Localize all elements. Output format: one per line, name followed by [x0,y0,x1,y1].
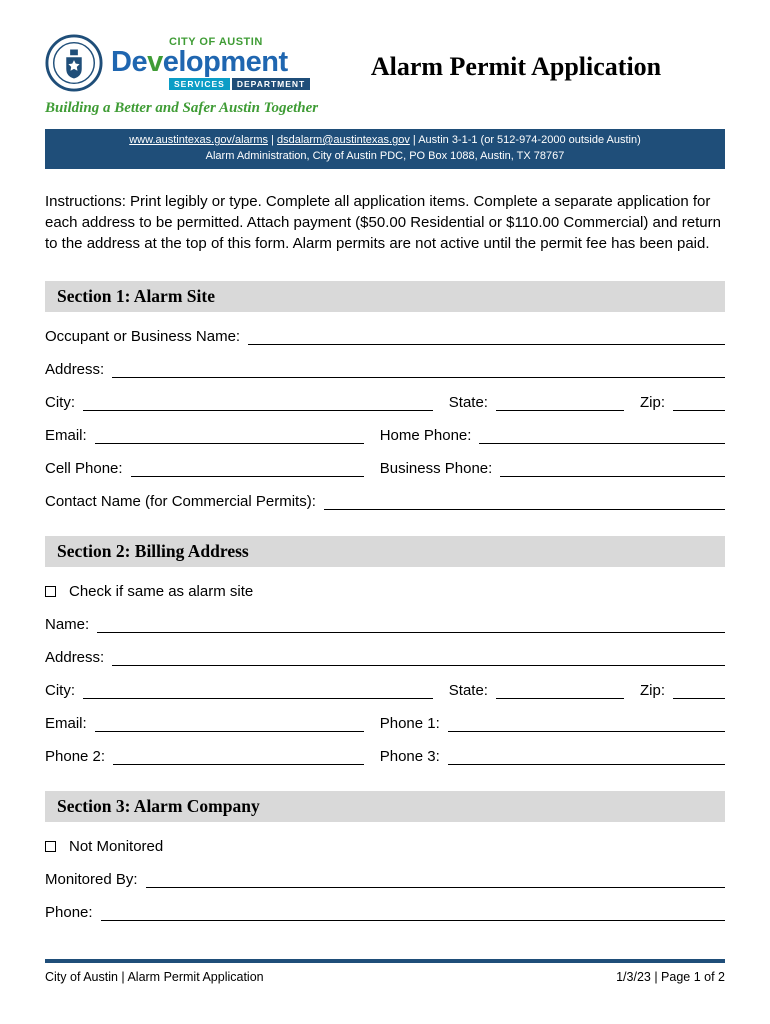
s3-phone-input[interactable] [101,917,725,921]
tagline: Building a Better and Safer Austin Together [45,100,319,116]
header [45,34,725,117]
s2-state-input[interactable] [496,695,624,699]
banner-line-2: Alarm Administration, City of Austin PDC, PO Box 1088, Austin, TX 78767 [205,149,565,162]
form-row-half [380,748,725,765]
form-row [45,391,725,411]
s2-address-label: Address: [45,648,105,666]
dev-text-1: De [111,46,148,78]
form-row-half [45,715,364,732]
s1-contact-name-label: Contact Name (for Commercial Permits): [45,492,316,510]
same-as-alarm-site-row [45,583,725,600]
form-row [45,424,725,444]
alarms-url-link[interactable]: www.austintexas.gov/alarms [129,134,268,146]
s1-cell-phone-input[interactable] [131,473,364,477]
form-row [45,490,725,510]
page-title: Alarm Permit Application [370,52,662,81]
s1-address-label: Address: [45,360,105,378]
s1-email-label: Email: [45,426,87,444]
s2-zip-label: Zip: [639,681,665,699]
s2-state-label: State: [448,681,488,699]
section-2-fields [45,583,725,765]
banner-line-1 [51,133,719,149]
form-row [45,712,725,732]
city-seal-icon [45,34,103,92]
form-row [45,646,725,666]
same-as-alarm-site-checkbox[interactable] [45,586,56,597]
section-3-header: Section 3: Alarm Company [45,791,725,822]
city-of-austin-logo [45,34,337,117]
form-row [45,745,725,765]
section-1-fields [45,325,725,510]
s2-email-label: Email: [45,714,87,732]
s1-business-phone-label: Business Phone: [379,459,493,477]
dev-text-2: elopment [162,46,288,78]
contact-banner [45,129,725,169]
form-row [45,358,725,378]
section-1-header: Section 1: Alarm Site [45,281,725,312]
services-label: SERVICES [169,78,230,90]
s1-zip-label: Zip: [639,393,665,411]
occupant-name-input[interactable] [248,341,725,345]
s2-address-input[interactable] [112,662,725,666]
banner-separator: | [268,134,277,146]
s1-business-phone-input[interactable] [500,473,725,477]
occupant-name-label: Occupant or Business Name: [45,327,241,345]
footer-left-text: City of Austin | Alarm Permit Application [45,970,264,984]
alarm-email-link[interactable]: dsdalarm@austintexas.gov [276,134,410,146]
s2-zip-input[interactable] [673,695,725,699]
department-label: DEPARTMENT [232,78,310,90]
s2-city-input[interactable] [83,695,433,699]
form-row [45,325,725,345]
s2-city-label: City: [45,681,75,699]
form-row-half [45,427,364,444]
s1-home-phone-label: Home Phone: [379,426,472,444]
form-row-half [45,748,364,765]
dev-text-v: v [147,46,163,78]
s1-contact-name-input[interactable] [324,506,725,510]
s2-phone2-label: Phone 2: [45,747,106,765]
s1-city-input[interactable] [83,407,433,411]
s1-city-label: City: [45,393,75,411]
department-row [169,78,310,90]
s2-phone2-input[interactable] [113,761,364,765]
s2-phone1-label: Phone 1: [379,714,440,732]
s2-email-input[interactable] [95,728,364,732]
s2-phone3-label: Phone 3: [379,747,440,765]
city-of-austin-label: CITY OF AUSTIN [169,36,263,48]
form-row-half [380,460,725,477]
s2-name-label: Name: [45,615,90,633]
instructions-paragraph: Instructions: Print legibly or type. Complete all application items. Complete a separate application for each address to be permitted. Attach payment ($50.00 Residential or $110.00 Commercial) and return to the address at the top of this form. Alarm permits are not active until the permit fee has been paid. [45,192,721,253]
s2-phone1-input[interactable] [448,728,725,732]
development-wordmark [111,48,310,77]
not-monitored-row [45,838,725,855]
form-row [45,679,725,699]
s3-phone-label: Phone: [45,903,93,921]
s1-email-input[interactable] [95,440,364,444]
section-2-header: Section 2: Billing Address [45,536,725,567]
footer [45,959,725,984]
logo-wordmark [111,34,310,90]
form-row-half [380,715,725,732]
s1-cell-phone-label: Cell Phone: [45,459,123,477]
logo-row [45,34,337,92]
s1-home-phone-input[interactable] [479,440,725,444]
section-3-fields [45,838,725,921]
s1-state-label: State: [448,393,488,411]
banner-phone-text: | Austin 3-1-1 (or 512-974-2000 outside Austin) [409,134,641,146]
s1-address-input[interactable] [112,374,725,378]
form-row-half [380,427,725,444]
form-row-half [45,460,364,477]
monitored-by-label: Monitored By: [45,870,138,888]
not-monitored-label: Not Monitored [69,837,164,855]
s2-name-input[interactable] [97,629,725,633]
form-row [45,613,725,633]
same-as-alarm-site-label: Check if same as alarm site [69,582,254,600]
monitored-by-input[interactable] [146,884,725,888]
s1-state-input[interactable] [496,407,624,411]
footer-right-text: 1/3/23 | Page 1 of 2 [616,970,725,984]
form-row [45,901,725,921]
s1-zip-input[interactable] [673,407,725,411]
form-row [45,457,725,477]
not-monitored-checkbox[interactable] [45,841,56,852]
s2-phone3-input[interactable] [448,761,725,765]
form-row [45,868,725,888]
